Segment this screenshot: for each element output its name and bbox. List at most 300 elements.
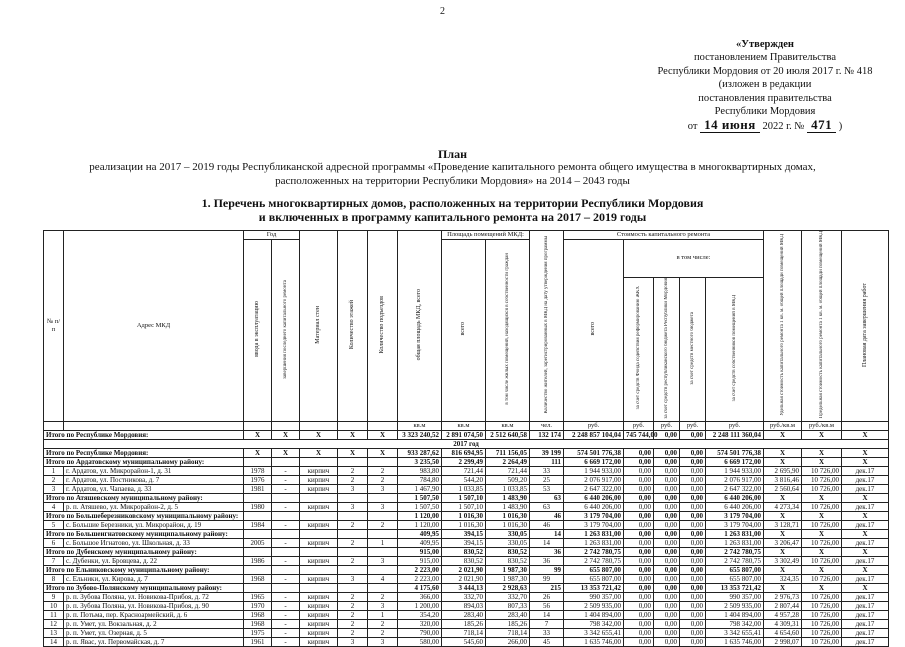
table-cell: кирпич xyxy=(300,611,338,620)
col-floors: Количество этажей xyxy=(338,231,368,422)
table-cell: 63 xyxy=(530,503,564,512)
approval-number: 471 xyxy=(807,118,836,132)
table-cell: X xyxy=(802,530,842,539)
table-cell: - xyxy=(272,620,300,629)
unit-cell: кв.м xyxy=(442,422,486,431)
table-cell: кирпич xyxy=(300,638,338,647)
table-cell: 0,00 xyxy=(654,638,680,647)
table-cell xyxy=(338,512,368,521)
table-cell: 33 xyxy=(530,629,564,638)
table-cell: 33 xyxy=(530,467,564,476)
table-cell: 798 342,00 xyxy=(706,620,764,629)
table-cell xyxy=(368,494,398,503)
table-cell: 0,00 xyxy=(624,584,654,593)
table-cell: Итого по Республике Мордовия: xyxy=(44,431,244,440)
table-cell: 394,15 xyxy=(442,530,486,539)
table-cell: 574 501 776,38 xyxy=(706,449,764,458)
table-cell: 0,00 xyxy=(654,575,680,584)
subtotal-row xyxy=(44,530,889,539)
table-cell: 0,00 xyxy=(654,467,680,476)
table-cell: 1 404 894,00 xyxy=(706,611,764,620)
unit-cell: кв.м xyxy=(398,422,442,431)
table-cell: - xyxy=(272,521,300,530)
table-cell: 1 467,90 xyxy=(398,485,442,494)
table-cell: 3 xyxy=(368,503,398,512)
table-cell: 3 206,47 xyxy=(764,539,802,548)
table-cell: 1980 xyxy=(244,503,272,512)
approval-line: Республики Мордовия xyxy=(714,106,816,118)
unit-cell xyxy=(44,422,64,431)
table-row xyxy=(44,503,889,512)
table-cell: с. Большое Игнатово, ул. Школьная, д. 33 xyxy=(64,539,244,548)
table-cell: 2 xyxy=(338,593,368,602)
table-cell: 784,80 xyxy=(398,476,442,485)
table-cell xyxy=(244,548,272,557)
table-cell: 1 200,00 xyxy=(398,602,442,611)
table-cell: 45 xyxy=(530,638,564,647)
table-cell: дек.17 xyxy=(842,629,889,638)
table-cell: 1 507,10 xyxy=(442,503,486,512)
table-cell: 655 807,00 xyxy=(706,566,764,575)
table-cell: 1 016,30 xyxy=(442,521,486,530)
table-cell: X xyxy=(802,458,842,467)
col-address: Адрес МКД xyxy=(64,231,244,422)
table-cell: 1978 xyxy=(244,467,272,476)
table-cell: 1 944 933,00 xyxy=(564,467,624,476)
table-cell: р. п. Атяшево, ул. Микрорайон-2, д. 5 xyxy=(64,503,244,512)
table-cell: X xyxy=(802,512,842,521)
table-cell: кирпич xyxy=(300,467,338,476)
table-cell: 132 174 xyxy=(530,431,564,440)
table-cell: кирпич xyxy=(300,602,338,611)
table-cell: 10 726,00 xyxy=(802,485,842,494)
table-cell: 7 xyxy=(530,620,564,629)
table-cell: 2 076 917,00 xyxy=(564,476,624,485)
table-cell: 0,00 xyxy=(654,584,680,593)
table-row xyxy=(44,575,889,584)
table-cell: 0,00 xyxy=(680,521,706,530)
table-cell xyxy=(244,566,272,575)
table-cell: г. Ардатов, ул. Постникова, д. 7 xyxy=(64,476,244,485)
table-cell: - xyxy=(272,485,300,494)
table-cell: 0,00 xyxy=(654,620,680,629)
table-cell: 53 xyxy=(530,485,564,494)
unit-cell: руб./кв.м xyxy=(802,422,842,431)
table-cell: 4 175,60 xyxy=(398,584,442,593)
table-cell: 545,60 xyxy=(442,638,486,647)
table-cell xyxy=(338,584,368,593)
table-cell: Итого по Республике Мордовия: xyxy=(44,449,244,458)
table-row xyxy=(44,476,889,485)
table-cell: 0,00 xyxy=(680,629,706,638)
col-unit-cost: Удельная стоимость капитального ремонта 1 кв. м. общей площади помещений МКД xyxy=(764,231,802,422)
table-cell: 3 xyxy=(338,503,368,512)
table-cell: 0,00 xyxy=(680,611,706,620)
subtotal-row xyxy=(44,512,889,521)
table-cell: 56 xyxy=(530,602,564,611)
table-cell: 830,52 xyxy=(486,557,530,566)
table-cell: X xyxy=(764,584,802,593)
table-cell: р. п. Умет, ул. Озерная, д. 5 xyxy=(64,629,244,638)
table-cell: 185,26 xyxy=(486,620,530,629)
plan-subtitle-line: реализации на 2017 – 2019 годы Республиканской адресной программы «Проведение капитального ремонта общего имущества в многоквартирных домах, xyxy=(89,161,816,173)
col-area-all: всего xyxy=(442,240,486,422)
table-cell: X xyxy=(802,431,842,440)
table-cell: 0,00 xyxy=(680,602,706,611)
table-cell: 10 726,00 xyxy=(802,503,842,512)
table-cell: 10 726,00 xyxy=(802,467,842,476)
table-cell: 3 128,71 xyxy=(764,521,802,530)
table-cell xyxy=(272,584,300,593)
table-cell xyxy=(272,458,300,467)
table-cell xyxy=(368,566,398,575)
table-cell: 46 xyxy=(530,521,564,530)
table-cell xyxy=(272,512,300,521)
register-table xyxy=(43,230,889,647)
table-cell: 3 xyxy=(368,602,398,611)
page-number: 2 xyxy=(440,6,445,17)
unit-cell: чел. xyxy=(530,422,564,431)
table-cell: 1 xyxy=(368,611,398,620)
table-cell: 6 440 206,00 xyxy=(706,494,764,503)
table-cell: 409,95 xyxy=(398,539,442,548)
table-cell: 0,00 xyxy=(624,485,654,494)
table-cell xyxy=(368,584,398,593)
table-cell: - xyxy=(272,602,300,611)
table-cell: 1 635 746,00 xyxy=(564,638,624,647)
table-cell: 10 726,00 xyxy=(802,521,842,530)
table-cell: X xyxy=(842,530,889,539)
col-incl: в том числе: xyxy=(624,240,764,278)
table-cell: 0,00 xyxy=(654,494,680,503)
table-cell: 2 xyxy=(338,629,368,638)
table-cell: 2 xyxy=(368,593,398,602)
table-cell: 14 xyxy=(530,530,564,539)
table-cell: 3 xyxy=(368,485,398,494)
unit-cell xyxy=(244,422,272,431)
table-cell: 1968 xyxy=(244,620,272,629)
table-cell: 36 xyxy=(530,557,564,566)
table-cell: 2 264,49 xyxy=(486,458,530,467)
table-cell: 655 807,00 xyxy=(564,566,624,575)
table-cell: - xyxy=(272,539,300,548)
table-cell: X xyxy=(338,431,368,440)
table-cell: 0,00 xyxy=(624,602,654,611)
table-cell: 3 xyxy=(338,638,368,647)
table-cell: 7 xyxy=(44,557,64,566)
table-cell: 6 440 206,00 xyxy=(564,503,624,512)
table-cell: X xyxy=(244,431,272,440)
table-cell: 354,20 xyxy=(398,611,442,620)
table-cell xyxy=(300,530,338,539)
table-cell: X xyxy=(842,494,889,503)
col-cost-all: всего xyxy=(564,240,624,422)
table-cell: 330,05 xyxy=(486,539,530,548)
table-cell: 3 179 704,00 xyxy=(706,521,764,530)
table-cell: 721,44 xyxy=(486,467,530,476)
table-cell: 745 744,00 xyxy=(624,431,654,440)
table-cell: 10 726,00 xyxy=(802,575,842,584)
table-cell: 215 xyxy=(530,584,564,593)
table-cell: - xyxy=(272,611,300,620)
table-cell xyxy=(272,548,300,557)
table-cell xyxy=(338,548,368,557)
table-cell: 0,00 xyxy=(680,620,706,629)
table-cell: 2 xyxy=(338,539,368,548)
table-cell: 3 323 240,52 xyxy=(398,431,442,440)
table-cell xyxy=(300,512,338,521)
table-cell: 1965 xyxy=(244,593,272,602)
col-cost-group: Стоимость капитального ремонта xyxy=(564,231,764,240)
table-cell: - xyxy=(272,557,300,566)
plan-title: План xyxy=(438,147,467,161)
table-cell: 1 404 894,00 xyxy=(564,611,624,620)
table-cell: 0,00 xyxy=(654,485,680,494)
table-cell: 10 726,00 xyxy=(802,557,842,566)
table-cell: кирпич xyxy=(300,575,338,584)
table-cell: 4 309,31 xyxy=(764,620,802,629)
table-cell: 10 726,00 xyxy=(802,476,842,485)
table-cell: Итого по Ельниковскому муниципальному району: xyxy=(44,566,244,575)
table-cell: 830,52 xyxy=(486,548,530,557)
table-cell: 36 xyxy=(530,548,564,557)
table-cell: 8 xyxy=(44,575,64,584)
table-cell: 6 440 206,00 xyxy=(706,503,764,512)
table-cell: р. п. Потьма, пер. Красноармейский, д. 6 xyxy=(64,611,244,620)
table-cell: X xyxy=(842,566,889,575)
table-cell: X xyxy=(338,449,368,458)
table-cell: 2 248 111 360,04 xyxy=(706,431,764,440)
table-cell: 0,00 xyxy=(624,575,654,584)
table-cell: 0,00 xyxy=(624,503,654,512)
table-cell: 2 647 322,00 xyxy=(564,485,624,494)
col-residents: Количество жителей, зарегистрированных в МКД на дату утверждения программы xyxy=(530,231,564,422)
table-cell: 1 263 831,00 xyxy=(564,530,624,539)
table-cell: 1975 xyxy=(244,629,272,638)
table-cell: X xyxy=(300,449,338,458)
table-cell: 13 xyxy=(44,629,64,638)
table-cell: 830,52 xyxy=(442,557,486,566)
table-cell: 655 807,00 xyxy=(564,575,624,584)
table-cell: 0,00 xyxy=(654,458,680,467)
table-cell: 1 507,10 xyxy=(442,494,486,503)
table-cell: 544,20 xyxy=(442,476,486,485)
table-cell: 283,40 xyxy=(486,611,530,620)
table-cell: р. п. Умет, ул. Вокзальная, д. 2 xyxy=(64,620,244,629)
table-cell: 0,00 xyxy=(654,611,680,620)
table-cell xyxy=(244,530,272,539)
unit-cell: руб. xyxy=(706,422,764,431)
table-cell: 1981 xyxy=(244,485,272,494)
table-cell: г. Ардатов, ул. Чапаева, д. 33 xyxy=(64,485,244,494)
table-cell: 0,00 xyxy=(680,467,706,476)
table-cell: 6 669 172,00 xyxy=(564,458,624,467)
table-cell: 0,00 xyxy=(680,584,706,593)
table-cell: 0,00 xyxy=(624,521,654,530)
table-cell: 718,14 xyxy=(442,629,486,638)
table-cell: Итого по Зубово-Полянскому муниципальному району: xyxy=(44,584,244,593)
table-cell: 2 742 780,75 xyxy=(564,548,624,557)
table-cell: 0,00 xyxy=(654,548,680,557)
table-cell: X xyxy=(842,584,889,593)
table-cell: кирпич xyxy=(300,521,338,530)
table-cell: 1 944 933,00 xyxy=(706,467,764,476)
unit-cell: руб./кв.м xyxy=(764,422,802,431)
table-cell: дек.17 xyxy=(842,503,889,512)
table-cell: 1 635 746,00 xyxy=(706,638,764,647)
table-cell: X xyxy=(368,449,398,458)
table-row xyxy=(44,638,889,647)
table-cell: 3 342 655,41 xyxy=(564,629,624,638)
table-cell: 915,00 xyxy=(398,548,442,557)
table-cell: 0,00 xyxy=(624,629,654,638)
table-cell: 0,00 xyxy=(654,539,680,548)
table-cell: кирпич xyxy=(300,503,338,512)
table-cell: дек.17 xyxy=(842,467,889,476)
table-cell: 816 694,95 xyxy=(442,449,486,458)
col-own: за счет средств собственников помещений в МКД xyxy=(706,277,764,422)
approval-year: 2022 г. № xyxy=(762,121,805,133)
col-area-group: Площадь помещений МКД: xyxy=(442,231,530,240)
table-cell: 5 xyxy=(44,521,64,530)
approval-line: постановлением Правительства xyxy=(693,52,836,64)
table-cell: 0,00 xyxy=(624,638,654,647)
table-cell: 574 501 776,38 xyxy=(564,449,624,458)
table-cell xyxy=(338,458,368,467)
table-cell: 2 742 780,75 xyxy=(706,557,764,566)
table-cell: 2 742 780,75 xyxy=(564,557,624,566)
table-cell: - xyxy=(272,476,300,485)
table-cell xyxy=(244,494,272,503)
subtotal-row xyxy=(44,458,889,467)
unit-cell: кв.м xyxy=(486,422,530,431)
table-cell: 3 xyxy=(44,485,64,494)
table-cell: 1 120,00 xyxy=(398,521,442,530)
table-cell: 185,26 xyxy=(442,620,486,629)
table-cell: 2005 xyxy=(244,539,272,548)
table-cell: кирпич xyxy=(300,620,338,629)
table-cell: 0,00 xyxy=(624,539,654,548)
table-cell: 1 263 831,00 xyxy=(564,539,624,548)
table-cell: Итого по Ардатовскому муниципальному району: xyxy=(44,458,244,467)
table-cell: 2 xyxy=(338,467,368,476)
approval-block xyxy=(645,38,885,134)
table-cell: X xyxy=(764,449,802,458)
table-cell: 4 957,28 xyxy=(764,611,802,620)
table-cell: 0,00 xyxy=(680,458,706,467)
table-cell: кирпич xyxy=(300,485,338,494)
table-cell: кирпич xyxy=(300,629,338,638)
table-cell: 4 654,60 xyxy=(764,629,802,638)
table-cell: 0,00 xyxy=(680,476,706,485)
table-cell: дек.17 xyxy=(842,557,889,566)
col-max-cost: Предельная стоимость капитального ремонта 1 кв. м. общей площади помещений МКД xyxy=(802,231,842,422)
table-cell: 3 179 704,00 xyxy=(564,521,624,530)
table-cell: 983,80 xyxy=(398,467,442,476)
subtotal-row xyxy=(44,548,889,557)
table-cell: 0,00 xyxy=(624,467,654,476)
unit-cell xyxy=(272,422,300,431)
table-cell: 0,00 xyxy=(624,593,654,602)
table-cell xyxy=(368,512,398,521)
table-cell: 3 342 655,41 xyxy=(706,629,764,638)
table-cell: 10 726,00 xyxy=(802,611,842,620)
table-cell: 0,00 xyxy=(654,476,680,485)
table-cell: 0,00 xyxy=(680,494,706,503)
table-cell: 1 483,90 xyxy=(486,494,530,503)
table-cell: 2 891 074,50 xyxy=(442,431,486,440)
unit-cell xyxy=(368,422,398,431)
table-row xyxy=(44,611,889,620)
table-cell: 0,00 xyxy=(624,566,654,575)
table-cell: 2 021,90 xyxy=(442,575,486,584)
table-cell: 3 xyxy=(368,638,398,647)
table-cell: 0,00 xyxy=(654,602,680,611)
table-cell: 2 509 935,00 xyxy=(706,602,764,611)
table-cell: - xyxy=(272,593,300,602)
table-cell: 0,00 xyxy=(680,431,706,440)
unit-cell: руб. xyxy=(654,422,680,431)
table-cell: X xyxy=(300,431,338,440)
table-cell: с. Дубенки, ул. Бровцева, д. 22 xyxy=(64,557,244,566)
table-cell xyxy=(368,458,398,467)
table-cell: X xyxy=(764,431,802,440)
table-cell: 394,15 xyxy=(442,539,486,548)
table-cell: 3 179 704,00 xyxy=(564,512,624,521)
table-cell: 4 xyxy=(44,503,64,512)
unit-cell: руб. xyxy=(680,422,706,431)
table-cell: 509,20 xyxy=(486,476,530,485)
table-cell: 798 342,00 xyxy=(564,620,624,629)
table-row xyxy=(44,539,889,548)
table-cell: 13 353 721,42 xyxy=(706,584,764,593)
table-cell: 1 507,50 xyxy=(398,494,442,503)
table-cell: 25 xyxy=(530,476,564,485)
table-cell: дек.17 xyxy=(842,539,889,548)
table-cell xyxy=(338,494,368,503)
table-cell: 0,00 xyxy=(680,638,706,647)
table-cell: 4 273,34 xyxy=(764,503,802,512)
table-cell: 1986 xyxy=(244,557,272,566)
table-cell: 718,14 xyxy=(486,629,530,638)
table-cell: 655 807,00 xyxy=(706,575,764,584)
table-cell: 26 xyxy=(530,593,564,602)
table-cell: 1 987,30 xyxy=(486,575,530,584)
col-walls: Материал стен xyxy=(300,231,338,422)
plan-subtitle xyxy=(0,161,905,188)
table-cell: кирпич xyxy=(300,593,338,602)
table-cell: дек.17 xyxy=(842,620,889,629)
table-cell: 2 976,73 xyxy=(764,593,802,602)
table-cell: 1 xyxy=(44,467,64,476)
table-cell: г. Ардатов, ул. Микрорайон-1, д. 31 xyxy=(64,467,244,476)
table-cell: 1 120,00 xyxy=(398,512,442,521)
table-row xyxy=(44,620,889,629)
col-year-last: завершения последнего капитального ремонта xyxy=(272,240,300,422)
table-cell: 0,00 xyxy=(680,503,706,512)
table-cell: 0,00 xyxy=(680,512,706,521)
header-row xyxy=(44,231,889,240)
approval-from: от xyxy=(687,121,698,133)
table-cell: 2 xyxy=(368,629,398,638)
table-cell: 0,00 xyxy=(680,530,706,539)
table-row xyxy=(44,557,889,566)
table-cell: 63 xyxy=(530,494,564,503)
table-cell: 2 xyxy=(368,620,398,629)
table-cell: 0,00 xyxy=(624,530,654,539)
table-cell: 2 xyxy=(338,602,368,611)
table-cell: 1961 xyxy=(244,638,272,647)
